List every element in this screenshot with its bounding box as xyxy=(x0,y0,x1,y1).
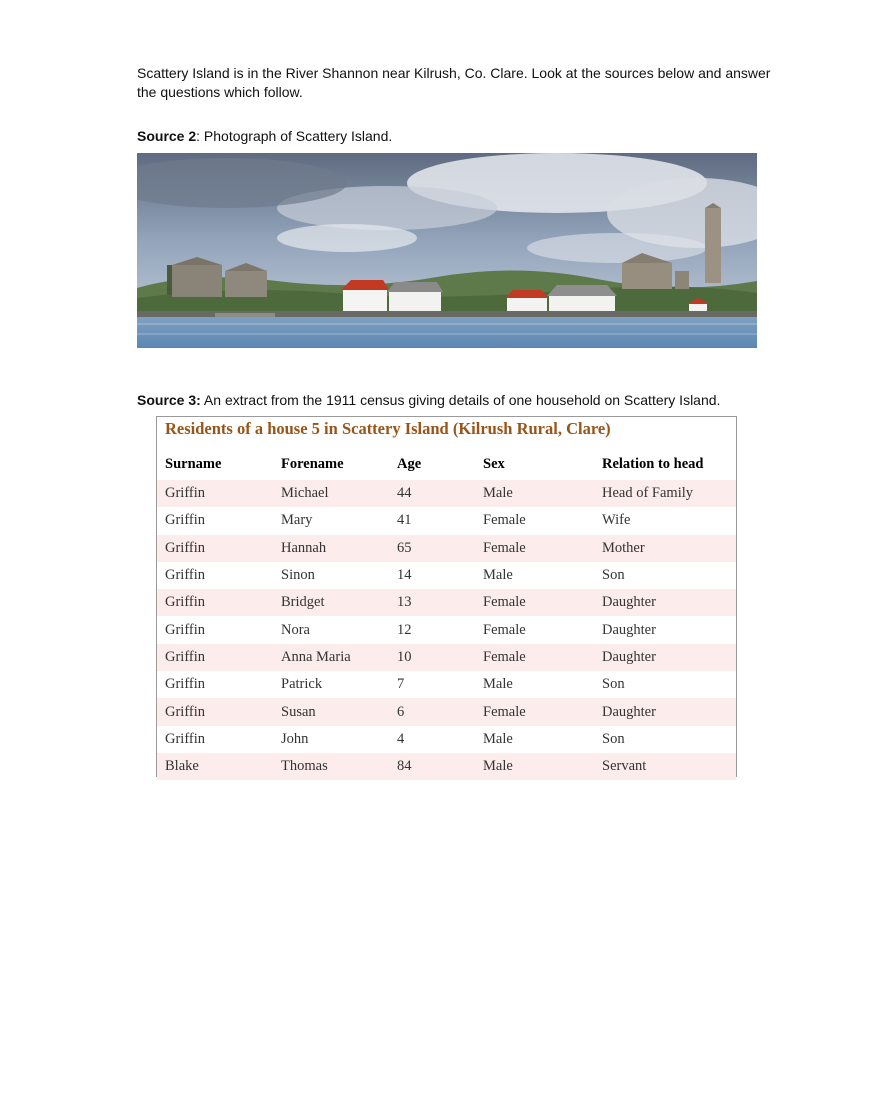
table-row xyxy=(157,753,736,780)
surname-cell: Griffin xyxy=(165,676,206,693)
relation-cell: Wife xyxy=(602,512,631,529)
sex-cell: Female xyxy=(475,535,594,562)
census-title: Residents of a house 5 in Scattery Island (Kilrush Rural, Clare) xyxy=(165,419,611,438)
sex-cell: Male xyxy=(475,480,594,507)
sex-cell: Female xyxy=(475,698,594,725)
sex-cell: Female xyxy=(475,589,594,616)
forename-cell: Bridget xyxy=(273,589,389,616)
table-row xyxy=(157,562,736,589)
relation-cell: Mother xyxy=(594,535,736,562)
forename-cell: Thomas xyxy=(273,753,389,780)
source-3-label: Source 3: xyxy=(137,392,201,408)
source-2-label: Source 2 xyxy=(137,128,197,144)
surname-cell: Griffin xyxy=(165,621,206,638)
header-age: Age xyxy=(397,455,422,472)
intro-paragraph: Scattery Island is in the River Shannon near Kilrush, Co. Clare. Look at the sources below and answer the questions which follow. xyxy=(137,65,771,100)
census-header-row xyxy=(157,449,736,479)
forename-cell: John xyxy=(281,730,309,747)
table-row xyxy=(157,698,736,725)
table-row xyxy=(157,535,736,562)
relation-cell: Son xyxy=(602,676,625,693)
source-3-text: An extract from the 1911 census giving details of one household on Scattery Island. xyxy=(200,392,721,408)
table-row xyxy=(157,589,736,616)
source-2-caption xyxy=(137,127,392,146)
header-sex: Sex xyxy=(483,455,505,472)
relation-cell: Daughter xyxy=(594,589,736,616)
table-row xyxy=(157,644,736,671)
sex-cell: Male xyxy=(475,753,594,780)
forename-cell: Mary xyxy=(281,512,313,529)
relation-cell: Daughter xyxy=(602,621,656,638)
forename-cell: Sinon xyxy=(281,567,315,584)
sex-cell: Male xyxy=(483,730,513,747)
age-cell: 10 xyxy=(389,644,475,671)
forename-cell: Patrick xyxy=(281,676,323,693)
age-cell: 6 xyxy=(389,698,475,725)
surname-cell: Griffin xyxy=(157,698,273,725)
relation-cell: Son xyxy=(602,730,625,747)
age-cell: 4 xyxy=(397,730,405,747)
table-row xyxy=(157,726,736,753)
forename-cell: Michael xyxy=(273,480,389,507)
census-extract xyxy=(156,416,737,777)
relation-cell: Head of Family xyxy=(594,480,736,507)
surname-cell: Griffin xyxy=(165,567,206,584)
surname-cell: Griffin xyxy=(157,589,273,616)
header-relation: Relation to head xyxy=(602,455,704,472)
sex-cell: Male xyxy=(483,676,513,693)
census-table xyxy=(157,449,736,780)
table-row xyxy=(157,480,736,507)
forename-cell: Nora xyxy=(281,621,310,638)
sex-cell: Male xyxy=(483,567,513,584)
source-3-caption xyxy=(137,391,720,410)
age-cell: 44 xyxy=(389,480,475,507)
sex-cell: Female xyxy=(475,644,594,671)
forename-cell: Susan xyxy=(273,698,389,725)
forename-cell: Anna Maria xyxy=(273,644,389,671)
header-forename: Forename xyxy=(281,455,344,472)
age-cell: 14 xyxy=(397,567,412,584)
source-2-text: : Photograph of Scattery Island. xyxy=(196,128,393,144)
header-surname: Surname xyxy=(165,455,222,472)
relation-cell: Daughter xyxy=(594,698,736,725)
age-cell: 12 xyxy=(397,621,412,638)
surname-cell: Blake xyxy=(157,753,273,780)
scattery-island-photo xyxy=(137,153,757,348)
surname-cell: Griffin xyxy=(157,480,273,507)
table-row xyxy=(157,507,736,534)
sex-cell: Female xyxy=(483,512,526,529)
age-cell: 41 xyxy=(397,512,412,529)
table-row xyxy=(157,671,736,698)
age-cell: 84 xyxy=(389,753,475,780)
age-cell: 13 xyxy=(389,589,475,616)
sex-cell: Female xyxy=(483,621,526,638)
surname-cell: Griffin xyxy=(165,730,206,747)
age-cell: 65 xyxy=(389,535,475,562)
relation-cell: Son xyxy=(602,567,625,584)
forename-cell: Hannah xyxy=(273,535,389,562)
surname-cell: Griffin xyxy=(165,512,206,529)
surname-cell: Griffin xyxy=(157,644,273,671)
surname-cell: Griffin xyxy=(157,535,273,562)
table-row xyxy=(157,616,736,643)
relation-cell: Daughter xyxy=(594,644,736,671)
age-cell: 7 xyxy=(397,676,405,693)
relation-cell: Servant xyxy=(594,753,736,780)
